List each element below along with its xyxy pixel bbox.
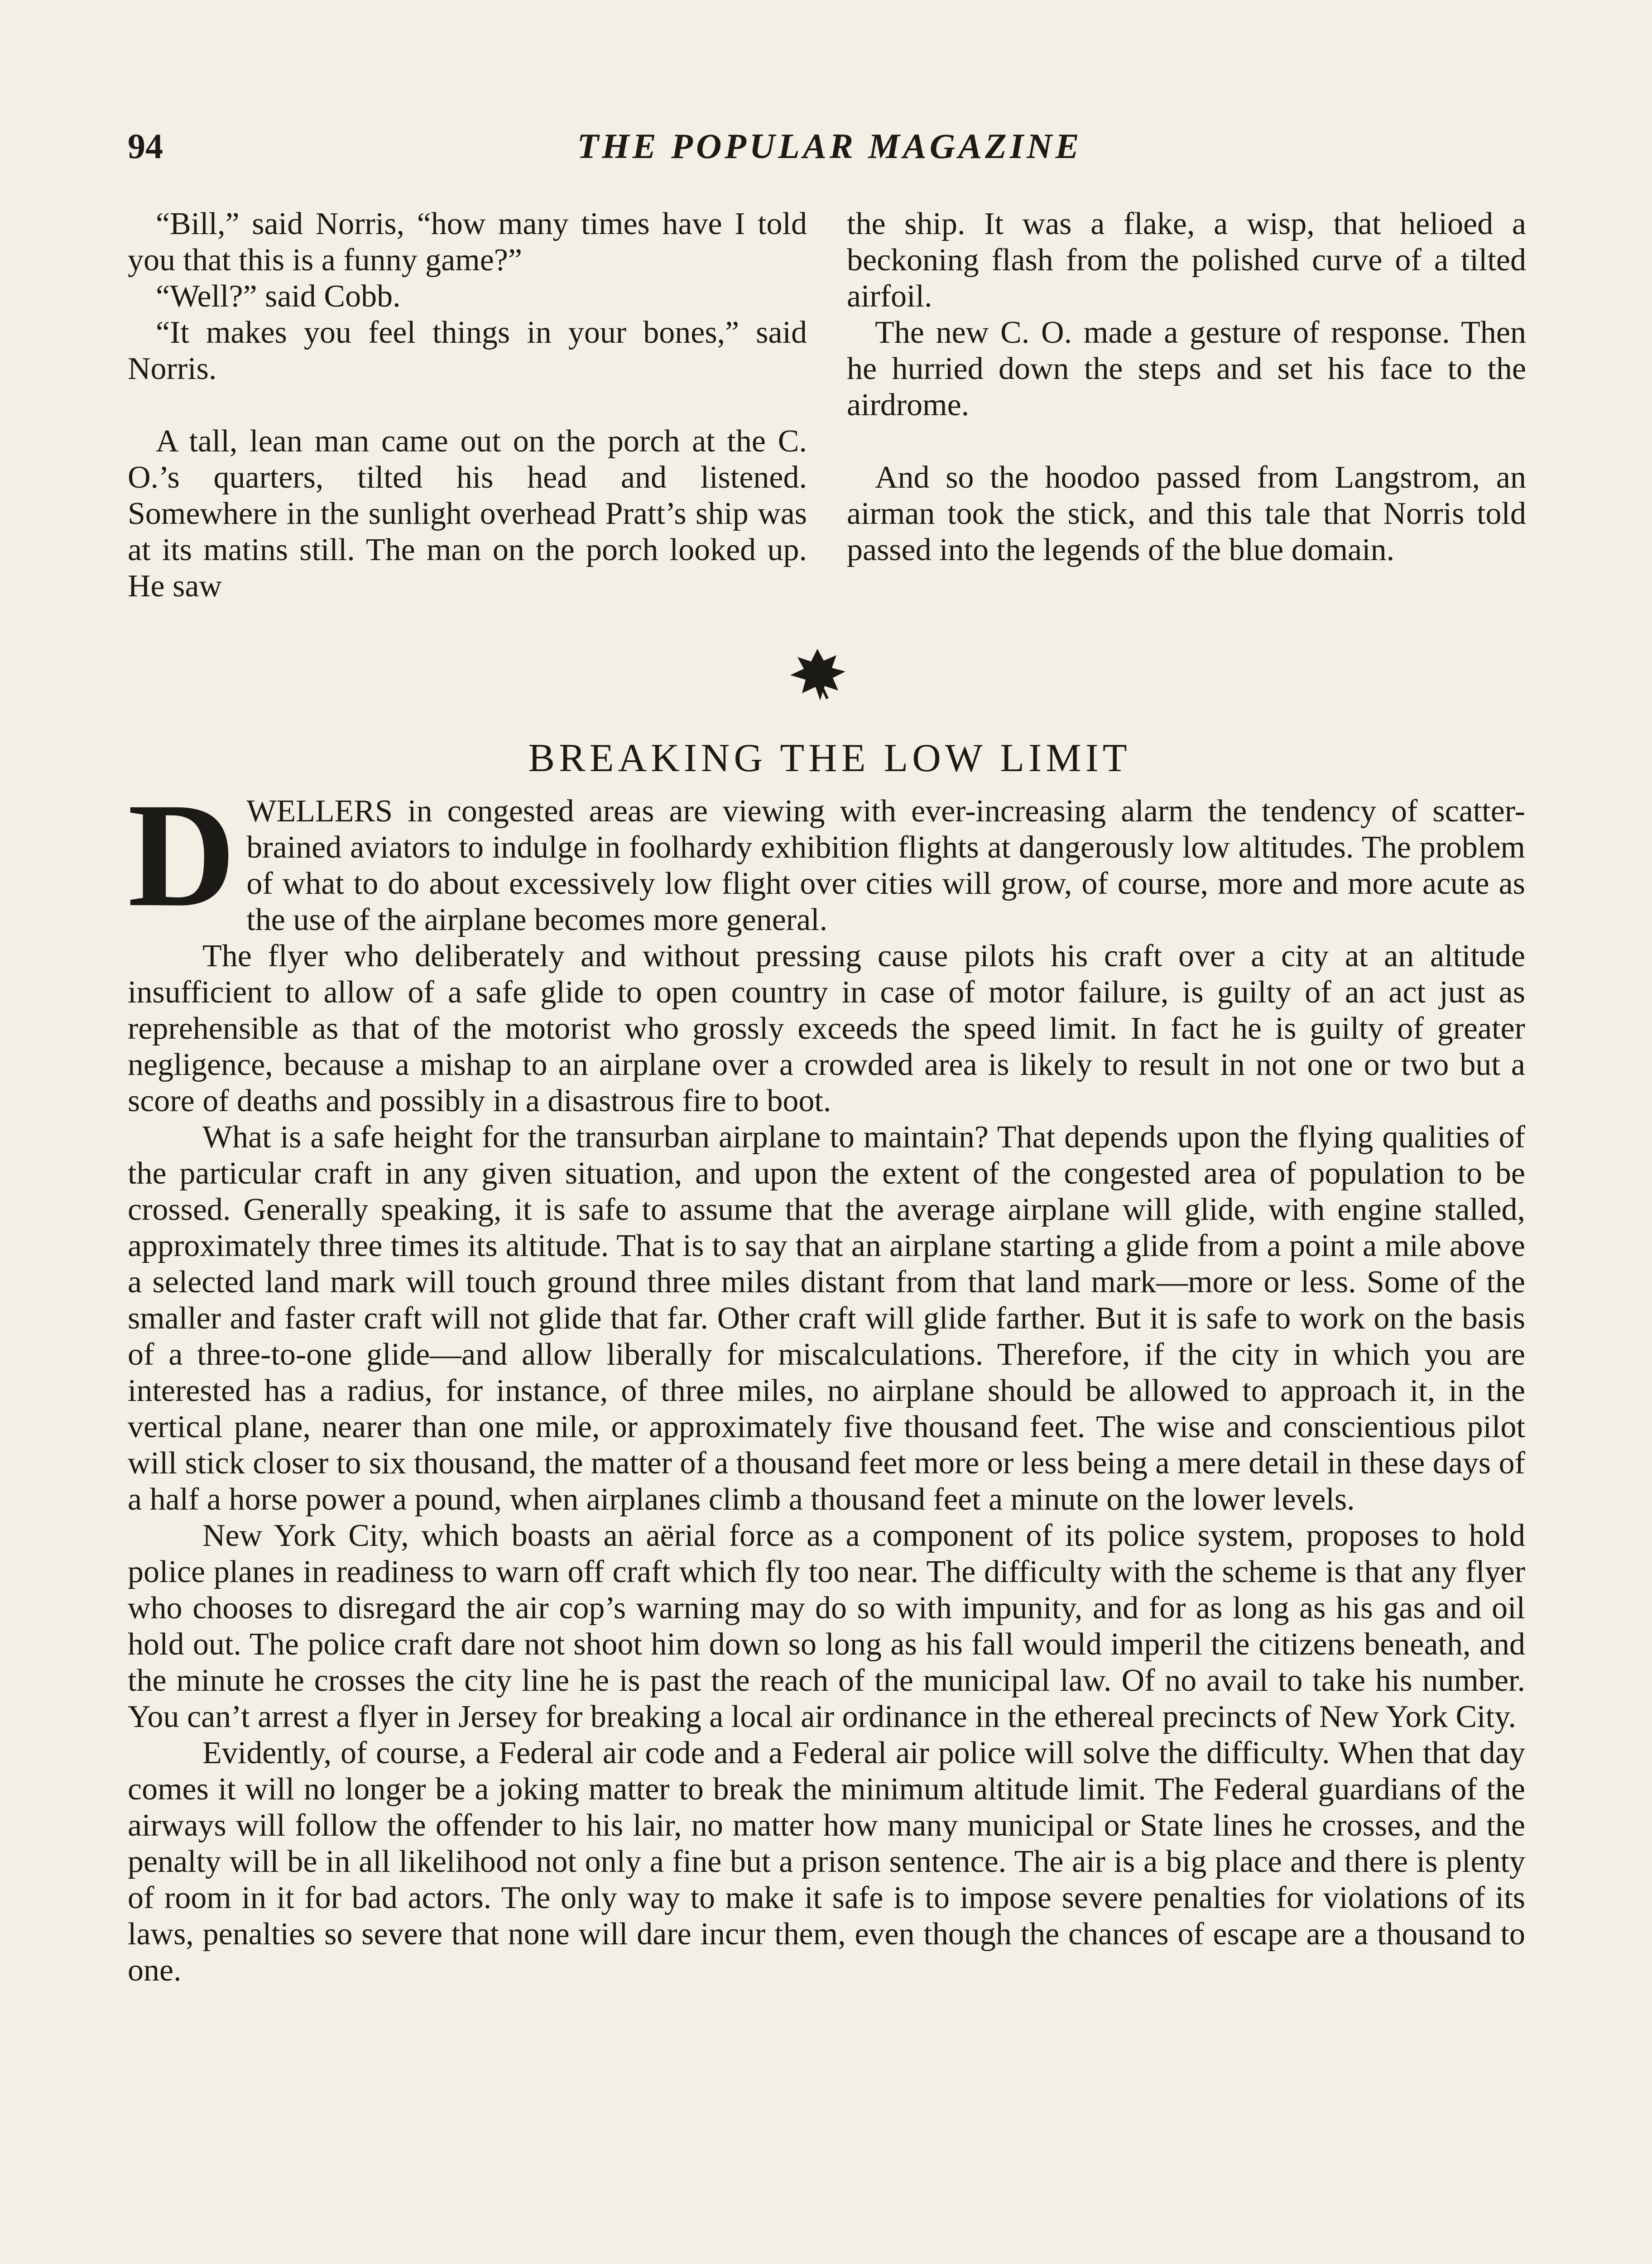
drop-cap: D	[128, 772, 236, 938]
article-body	[128, 772, 1525, 1989]
story-paragraph: A tall, lean man came out on the porch at the C. O.’s quarters, tilted his head and listened. Somewhere in the sunlight overhead Pratt’s ship was at its matins still. The man on the porch looked up. He saw	[128, 424, 807, 604]
article-paragraph	[128, 772, 1525, 938]
page-header	[128, 121, 1532, 171]
article-paragraph: The flyer who deliberately and without pressing cause pilots his craft over a city at an altitude insufficient to allow of a safe glide to open country in case of motor failure, is guilty of an act just as reprehensible as that of the motorist who grossly exceeds the speed limit. In fact he is guilty of greater negligence, because a mishap to an airplane over a crowded area is likely to result in not one or two but a score of deaths and possibly in a disastrous fire to boot.	[128, 939, 1525, 1118]
leaf-ornament-icon	[786, 645, 849, 704]
story-paragraph: And so the hoodoo passed from Langstrom, an airman took the stick, and this tale that Norris told passed into the legends of the blue domain.	[847, 460, 1526, 567]
story-paragraph: “Bill,” said Norris, “how many times have I told you that this is a funny game?”	[128, 206, 807, 278]
page-number: 94	[128, 126, 163, 166]
story-paragraph: “Well?” said Cobb.	[156, 279, 401, 314]
story-paragraph: the ship. It was a flake, a wisp, that helioed a beckoning flash from the polished curve of a tilted airfoil.	[847, 206, 1526, 314]
story-column-right	[847, 206, 1526, 568]
story-paragraph: The new C. O. made a gesture of response. Then he hurried down the steps and set his face to the airdrome.	[847, 315, 1526, 422]
story-paragraph: “It makes you feel things in your bones,” said Norris.	[128, 315, 807, 386]
story-column-left	[128, 206, 807, 604]
running-head: THE POPULAR MAGAZINE	[577, 126, 1082, 166]
article-paragraph: Evidently, of course, a Federal air code and a Federal air police will solve the difficulty. When that day comes it will no longer be a joking matter to break the minimum altitude limit. The Federal guardians of the airways will follow the offender to his lair, no matter how many municipal or State lines he crosses, and the penalty will be in all likelihood not only a fine but a prison sentence. The air is a big place and there is plenty of room in it for bad actors. The only way to make it safe is to impose severe penalties for violations of its laws, penalties so severe that none will dare incur them, even though the chances of escape are a thousand to one.	[128, 1736, 1525, 1988]
first-paragraph-text: WELLERS in congested areas are viewing with ever-increasing alarm the tendency of scatter-brained aviators to indulge in foolhardy exhibition flights at dangerously low altitudes. The problem of what to do about excessively low flight over cities will grow, of course, more and more acute as the use of the airplane becomes more general.	[246, 794, 1525, 937]
article-title: BREAKING THE LOW LIMIT	[528, 736, 1131, 780]
article-paragraph: New York City, which boasts an aërial force as a component of its police system, proposes to hold police planes in readiness to warn off craft which fly too near. The difficulty with the scheme is that any flyer who chooses to disregard the air cop’s warning may do so with impunity, and for as long as his gas and oil hold out. The police craft dare not shoot him down so long as his fall would imperil the citizens beneath, and the minute he crosses the city line he is past the reach of the municipal law. Of no avail to take his number. You can’t arrest a flyer in Jersey for breaking a local air ordinance in the ethereal precincts of New York City.	[128, 1518, 1525, 1734]
article-paragraph: What is a safe height for the transurban airplane to maintain? That depends upon the flying qualities of the particular craft in any given situation, and upon the extent of the congested area of population to be crossed. Generally speaking, it is safe to assume that the average airplane will glide, with engine stalled, approximately three times its altitude. That is to say that an airplane starting a glide from a point a mile above a selected land mark will touch ground three miles distant from that land mark—more or less. Some of the smaller and faster craft will not glide that far. Other craft will glide farther. But it is safe to work on the basis of a three-to-one glide—and allow liberally for miscalculations. Therefore, if the city in which you are interested has a radius, for instance, of three miles, no airplane should be allowed to approach it, in the vertical plane, nearer than one mile, or approximately five thousand feet. The wise and conscientious pilot will stick closer to six thousand, the matter of a thousand feet more or less being a mere detail in these days of a half a horse power a pound, when airplanes climb a thousand feet a minute on the lower levels.	[128, 1120, 1525, 1517]
